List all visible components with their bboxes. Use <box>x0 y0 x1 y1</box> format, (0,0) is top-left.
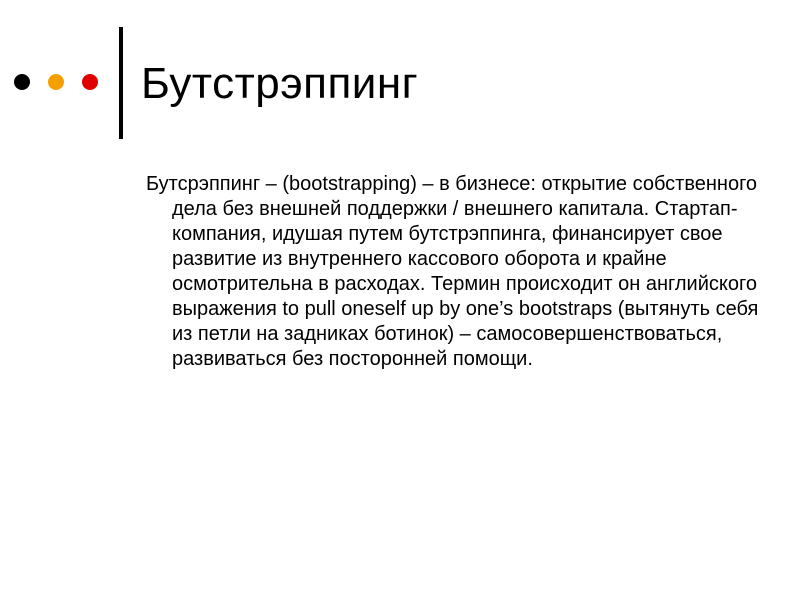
title-divider <box>119 27 123 139</box>
slide-body-text: Бутсрэппинг – (bootstrapping) – в бизнесе: открытие собственного дела без внешней поддержки / внешнего капитала. Стартап-компания, идушая путем бутстрэппинга, финансирует свое развитие из внутреннего кассового оборота и крайне осмотрительна в расходах. Термин происходит он английского выражения to pull oneself up by one’s bootstraps (вытянуть себя из петли на задниках ботинок) – самосовершенствоваться, развиваться без посторонней помощи. <box>146 173 759 370</box>
red-dot-icon <box>82 74 98 90</box>
slide-title: Бутстрэппинг <box>141 59 419 108</box>
black-dot-icon <box>14 74 30 90</box>
orange-dot-icon <box>48 74 64 90</box>
